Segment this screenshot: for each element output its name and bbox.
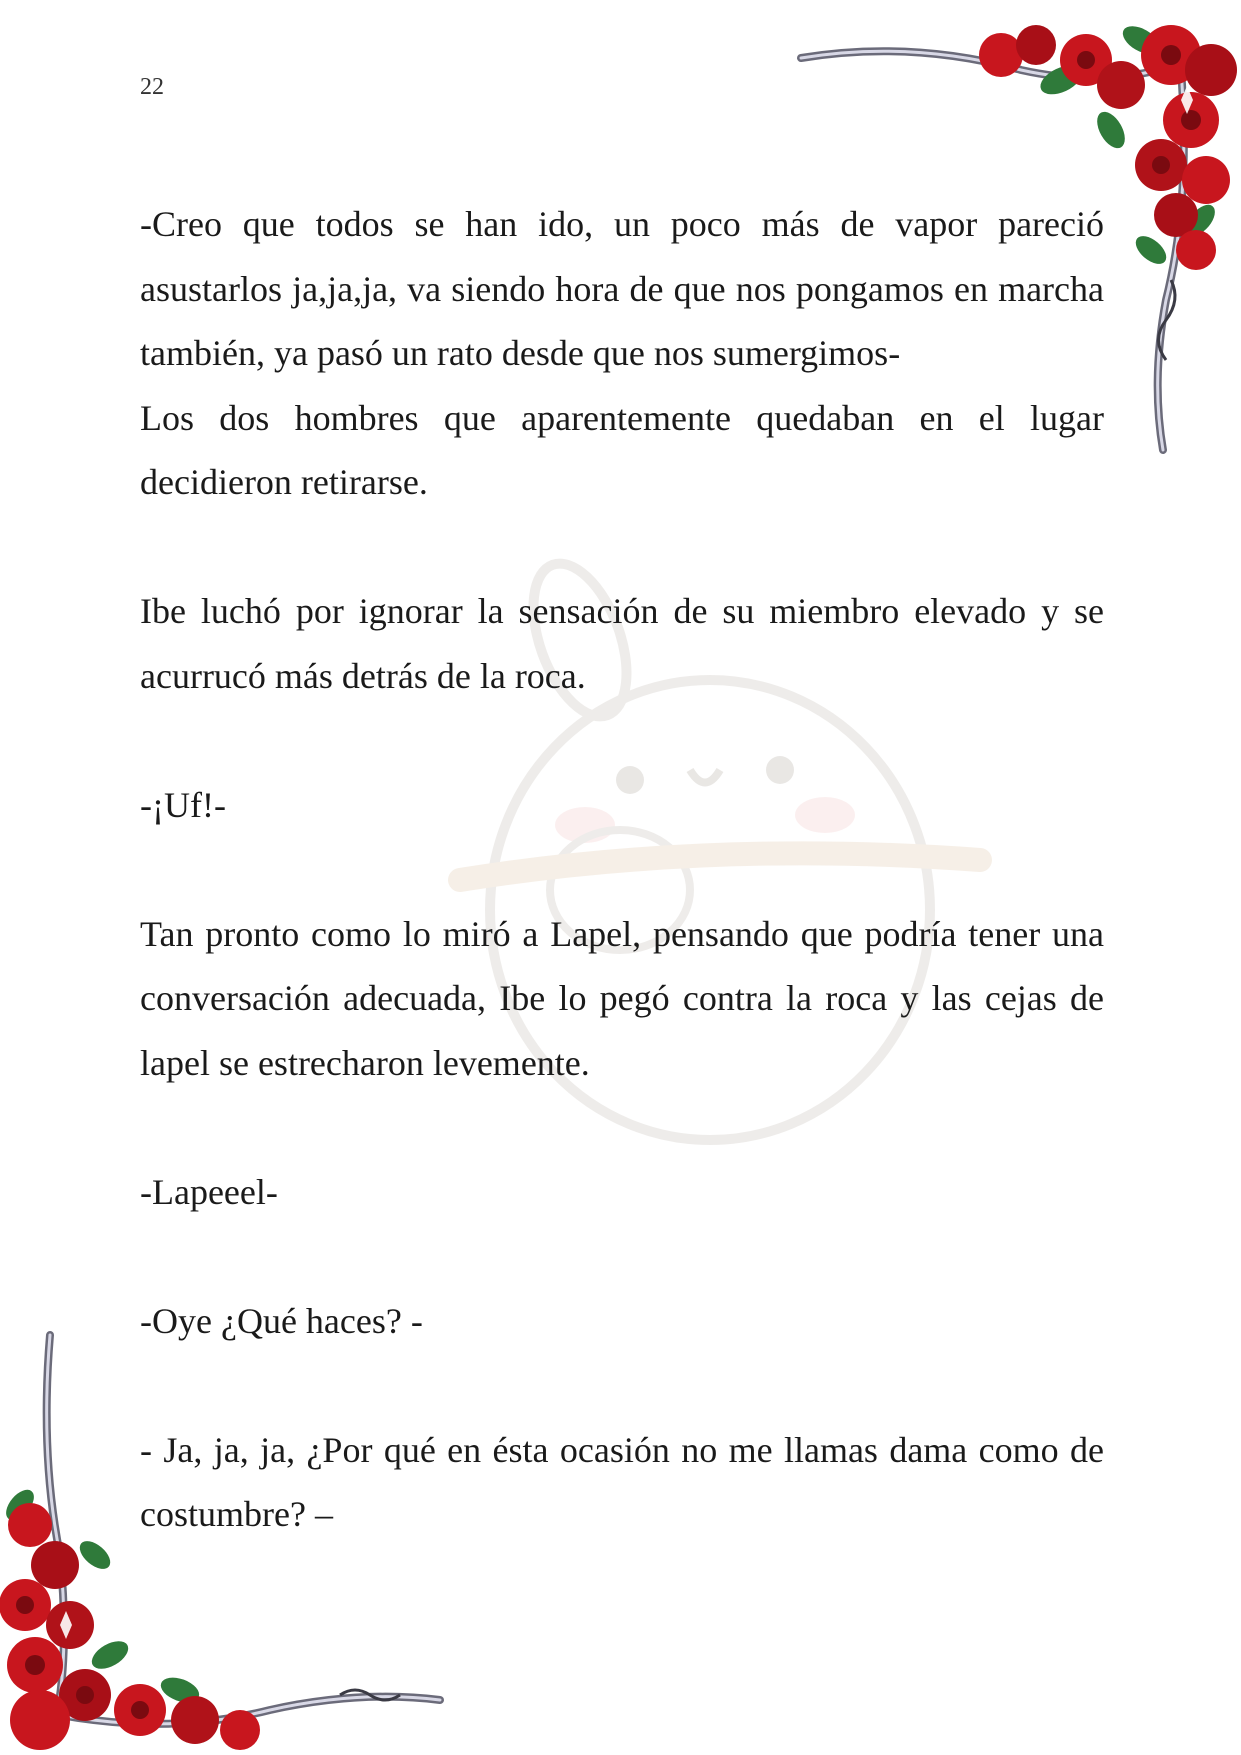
paragraph: Los dos hombres que aparentemente quedaban en el lugar decidieron retirarse.	[140, 397, 1104, 502]
paragraph: -Oye ¿Qué haces? -	[140, 1300, 423, 1341]
body-text	[140, 192, 1104, 1547]
paragraph-gap	[140, 708, 1104, 773]
paragraph-gap	[140, 1224, 1104, 1289]
page-number: 22	[140, 74, 164, 100]
paragraph: - Ja, ja, ja, ¿Por qué en ésta ocasión no me llamas dama como de costumbre? –	[140, 1429, 1104, 1534]
paragraph: Ibe luchó por ignorar la sensación de su miembro elevado y se acurrucó más detrás de la roca.	[140, 591, 1104, 696]
paragraph: -Lapeeel-	[140, 1171, 278, 1212]
paragraph: -¡Uf!-	[140, 784, 226, 825]
paragraph: Tan pronto como lo miró a Lapel, pensando que podría tener una conversación adecuada, Ibe lo pegó contra la roca y las cejas de lapel se estrecharon levemente.	[140, 913, 1104, 1083]
paragraph: -Creo que todos se han ido, un poco más de vapor pareció asustarlos ja,ja,ja, va siendo hora de que nos pongamos en marcha también, ya pasó un rato desde que nos sumergimos-	[140, 204, 1104, 373]
paragraph-gap	[140, 1353, 1104, 1418]
paragraph-gap	[140, 515, 1104, 580]
paragraph-gap	[140, 1095, 1104, 1160]
paragraph-gap	[140, 837, 1104, 902]
